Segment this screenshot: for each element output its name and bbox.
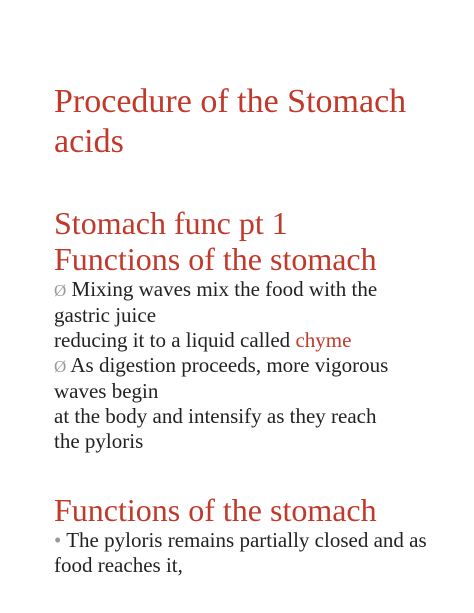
- item-1-line-2: gastric juice: [54, 303, 157, 327]
- section-2-heading: Functions of the stomach: [54, 492, 377, 528]
- document-page: [54, 82, 454, 578]
- bullet-dot-icon: •: [54, 528, 62, 552]
- chyme-highlight: chyme: [295, 328, 352, 352]
- bullet-arrow-icon: Ø: [54, 357, 67, 376]
- section-2-item-1: [54, 528, 454, 578]
- section-1: [54, 205, 454, 454]
- section-1-item-2: [54, 353, 454, 454]
- section-2-line-2: food reaches it,: [54, 553, 183, 577]
- section-1-subheading: Functions of the stomach: [54, 241, 377, 277]
- item-2-line-3: at the body and intensify as they reach: [54, 404, 377, 428]
- title-line-1: Procedure of the Stomach: [54, 83, 407, 120]
- spacer: [54, 454, 454, 492]
- item-1-line-3-text: reducing it to a liquid called: [54, 328, 296, 352]
- item-2-line-1: As digestion proceeds, more vigorous: [70, 353, 389, 377]
- item-2-line-4: the pyloris: [54, 429, 144, 453]
- item-1-line-1: Mixing waves mix the food with the: [71, 277, 378, 301]
- title-line-2: acids: [54, 123, 124, 160]
- bullet-arrow-icon: Ø: [54, 281, 67, 300]
- document-title: [54, 82, 454, 162]
- section-2-line-1: The pyloris remains partially closed and as: [66, 528, 427, 552]
- item-2-line-2: waves begin: [54, 379, 159, 403]
- section-2: [54, 492, 454, 578]
- spacer: [54, 162, 454, 205]
- section-1-item-1: [54, 277, 454, 353]
- section-1-heading: Stomach func pt 1: [54, 205, 288, 241]
